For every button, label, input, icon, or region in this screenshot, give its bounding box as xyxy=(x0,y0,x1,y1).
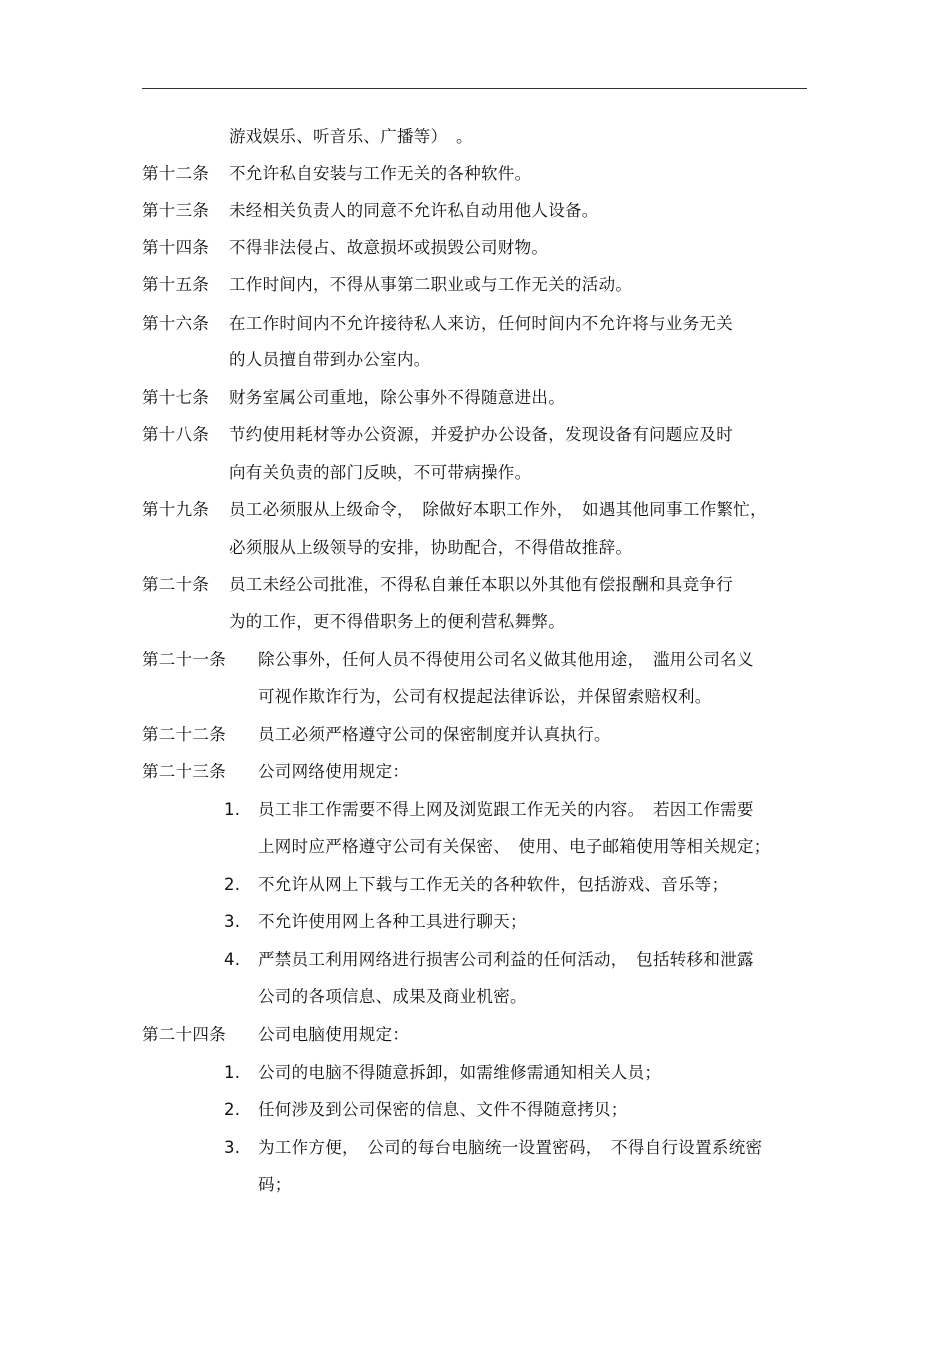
article-label: 第二十一条 xyxy=(142,650,226,669)
list-item-text: 公司的电脑不得随意拆卸，如需维修需通知相关人员； xyxy=(258,1063,662,1082)
article-label: 第二十条 xyxy=(142,575,210,594)
line-text: 财务室属公司重地，除公事外不得随意进出。 xyxy=(229,388,565,407)
article-label: 第二十四条 xyxy=(142,1025,226,1044)
article-label: 第二十三条 xyxy=(142,762,226,781)
line-text: 公司网络使用规定： xyxy=(258,762,410,781)
line-text: 向有关负责的部门反映，不可带病操作。 xyxy=(229,463,532,482)
list-item-text: 不允许从网上下载与工作无关的各种软件，包括游戏、音乐等； xyxy=(258,875,729,894)
article-label: 第十八条 xyxy=(142,425,210,444)
line-text: 为的工作，更不得借职务上的便利营私舞弊。 xyxy=(229,612,565,631)
list-item-text: 不允许使用网上各种工具进行聊天； xyxy=(258,912,527,931)
article-label: 第十五条 xyxy=(142,275,210,294)
list-item-text: 为工作方便， 公司的每台电脑统一设置密码， 不得自行设置系统密 xyxy=(258,1138,763,1157)
article-label: 第十三条 xyxy=(142,201,210,220)
line-text: 公司电脑使用规定： xyxy=(258,1025,410,1044)
list-number: 1. xyxy=(224,1063,241,1082)
list-item-text: 员工非工作需要不得上网及浏览跟工作无关的内容。 若因工作需要 xyxy=(258,800,754,819)
list-number: 2. xyxy=(224,875,241,894)
article-label: 第十九条 xyxy=(142,500,210,519)
line-text: 可视作欺诈行为，公司有权提起法律诉讼，并保留索赔权利。 xyxy=(258,687,712,706)
article-label: 第十七条 xyxy=(142,388,210,407)
article-label: 第十二条 xyxy=(142,164,210,183)
line-text: 员工未经公司批准，不得私自兼任本职以外其他有偿报酬和具竞争行 xyxy=(229,575,733,594)
list-number: 2. xyxy=(224,1100,241,1119)
list-number: 3. xyxy=(224,1138,241,1157)
line-text: 游戏娱乐、听音乐、广播等） 。 xyxy=(229,127,473,146)
article-label: 第十四条 xyxy=(142,238,210,257)
line-text: 不允许私自安装与工作无关的各种软件。 xyxy=(229,164,532,183)
list-item-text: 公司的各项信息、成果及商业机密。 xyxy=(258,987,527,1006)
header-rule xyxy=(142,88,807,89)
list-item-text: 严禁员工利用网络进行损害公司利益的任何活动， 包括转移和泄露 xyxy=(258,950,754,969)
line-text: 除公事外，任何人员不得使用公司名义做其他用途， 滥用公司名义 xyxy=(258,650,754,669)
line-text: 节约使用耗材等办公资源，并爱护办公设备，发现设备有问题应及时 xyxy=(229,425,733,444)
line-text: 员工必须严格遵守公司的保密制度并认真执行。 xyxy=(258,725,611,744)
article-label: 第十六条 xyxy=(142,314,210,333)
line-text: 不得非法侵占、故意损坏或损毁公司财物。 xyxy=(229,238,549,257)
list-item-text: 码； xyxy=(258,1175,292,1194)
line-text: 必须服从上级领导的安排，协助配合，不得借故推辞。 xyxy=(229,538,633,557)
list-item-text: 上网时应严格遵守公司有关保密、 使用、电子邮箱使用等相关规定； xyxy=(258,837,771,856)
line-text: 员工必须服从上级命令， 除做好本职工作外， 如遇其他同事工作繁忙， xyxy=(229,500,767,519)
line-text: 工作时间内，不得从事第二职业或与工作无关的活动。 xyxy=(229,275,633,294)
article-label: 第二十二条 xyxy=(142,725,226,744)
line-text: 在工作时间内不允许接待私人来访，任何时间内不允许将与业务无关 xyxy=(229,314,733,333)
list-number: 3. xyxy=(224,912,241,931)
list-number: 1. xyxy=(224,800,241,819)
line-text: 的人员擅自带到办公室内。 xyxy=(229,350,431,369)
line-text: 未经相关负责人的同意不允许私自动用他人设备。 xyxy=(229,201,599,220)
list-item-text: 任何涉及到公司保密的信息、文件不得随意拷贝； xyxy=(258,1100,628,1119)
list-number: 4. xyxy=(224,950,241,969)
